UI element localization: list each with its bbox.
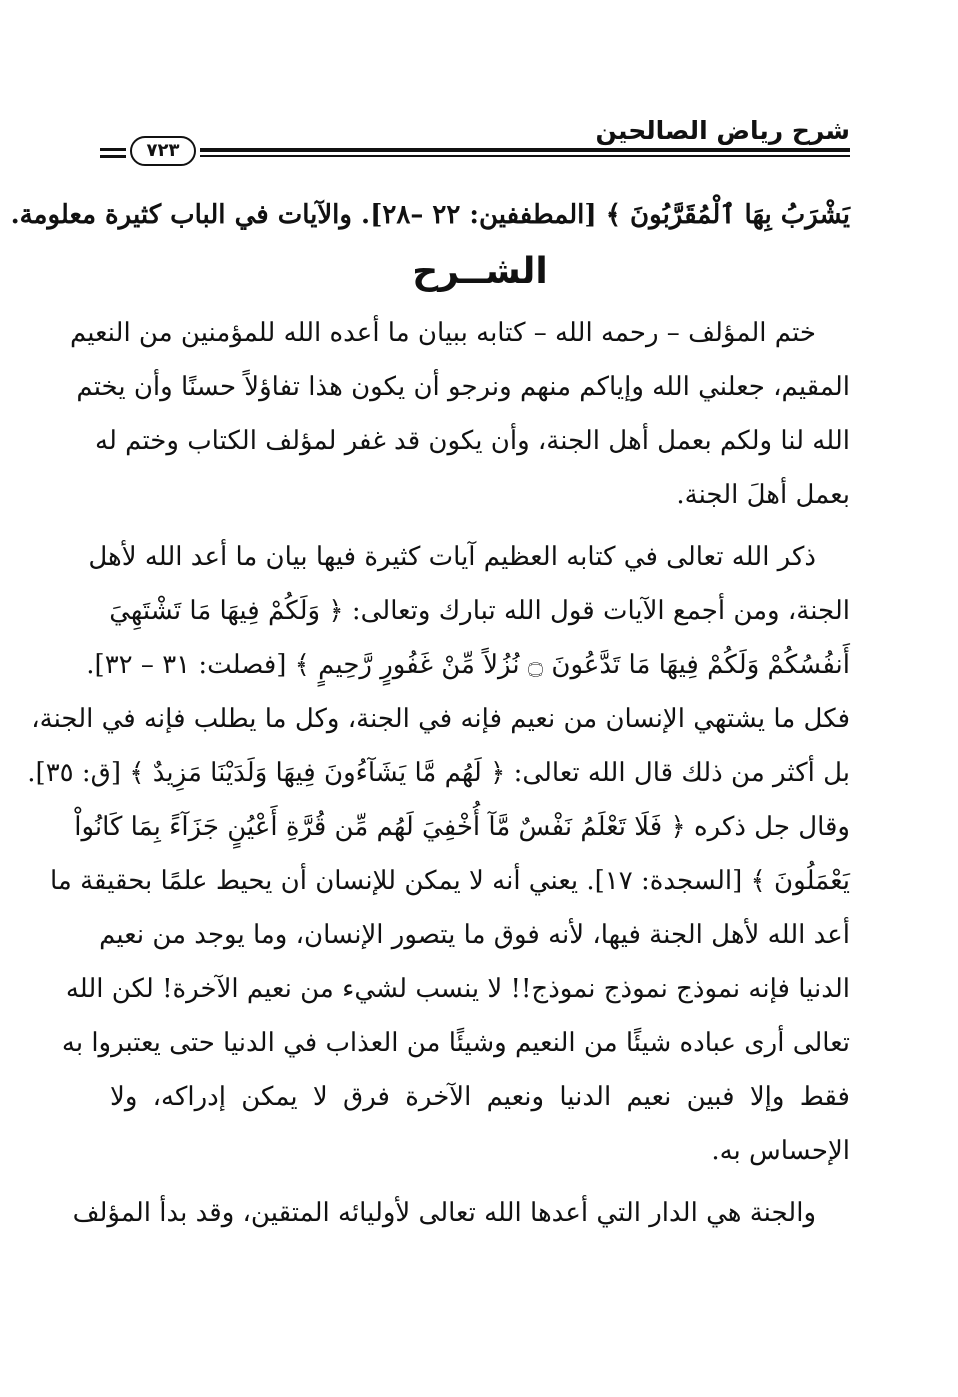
paragraph-gap xyxy=(110,1178,850,1186)
paragraph-1 xyxy=(69,306,850,522)
page-number: ٧٢٣ xyxy=(130,136,196,166)
paragraph-2 xyxy=(27,530,850,1178)
paragraph-line: أَنفُسُكُمْ وَلَكُمْ فِيهَا مَا تَدَّعُونَ ۝ نُزُلاً مِّنْ غَفُورٍ رَّحِيمٍ ﴾ [فصلت: ٣١ – ٣٢]. xyxy=(86,650,850,680)
paragraph-line: تعالى أرى عباده شيئًا من النعيم وشيئًا من العذاب في الدنيا حتى يعتبروا به xyxy=(61,1028,850,1058)
paragraph-line: ذكر الله تعالى في كتابه العظيم آيات كثيرة فيها بيان ما أعد الله لأهل xyxy=(88,542,816,572)
paragraph-line: فقط وإلا فبين نعيم الدنيا ونعيم الآخرة فرق لا يمكن إدراكه، ولا xyxy=(110,1082,850,1112)
paragraph-line: وقال جل ذكره ﴿ فَلَا تَعْلَمُ نَفْسٌ مَّآ أُخْفِيَ لَهُم مِّن قُرَّةِ أَعْيُنٍ جَزَآءً بِمَا كَانُواْ xyxy=(74,812,850,842)
paragraph-line: فكل ما يشتهي الإنسان من نعيم فإنه في الجنة، وكل ما يطلب فإنه في الجنة، xyxy=(31,704,850,734)
paragraph-gap xyxy=(110,522,850,530)
header-rule-thick xyxy=(200,148,850,152)
paragraph-line: الدنيا فإنه نموذج نموذج نموذج!! لا ينسب لشيء من نعيم الآخرة! لكن الله xyxy=(65,974,850,1004)
header-rule-thin xyxy=(200,155,850,157)
paragraph-line: أعد الله لأهل الجنة فيها، لأنه فوق ما يتصور الإنسان، وما يوجد من نعيم xyxy=(99,920,850,950)
page-body xyxy=(10,188,850,1240)
paragraph-line: الجنة، ومن أجمع الآيات قول الله تبارك وتعالى: ﴿ وَلَكُمْ فِيهَا مَا تَشْتَهِيَ xyxy=(109,596,850,626)
header-rule-left-bottom xyxy=(100,155,126,158)
paragraph-line: الإحساس به. xyxy=(711,1136,850,1166)
paragraph-line: بل أكثر من ذلك قال الله تعالى: ﴿ لَهُم مَّا يَشَآءُونَ فِيهَا وَلَدَيْنَا مَزِيدٌ ﴾ [ق: ٣٥]. xyxy=(27,758,850,788)
section-heading: الشــرح xyxy=(412,251,548,292)
verse-continuation-line: يَشْرَبُ بِهَا ٱلْمُقَرَّبُونَ ﴾ [المطففين: ٢٢ –٢٨]. والآيات في الباب كثيرة معلومة. xyxy=(10,200,850,230)
header-rule-left-top xyxy=(100,148,126,151)
paragraph-line: بعمل أهلَ الجنة. xyxy=(676,480,850,510)
paragraph-line: ختم المؤلف – رحمه الله – كتابه ببيان ما أعده الله للمؤمنين من النعيم xyxy=(69,318,816,348)
paragraph-line: والجنة هي الدار التي أعدها الله تعالى لأوليائه المتقين، وقد بدأ المؤلف xyxy=(72,1198,816,1228)
running-title: شرح رياض الصالحين xyxy=(595,116,850,145)
paragraph-line: المقيم، جعلني الله وإياكم منهم ونرجو أن يكون هذا تفاؤلاً حسنًا وأن يختم xyxy=(76,372,850,402)
paragraph-line: يَعْمَلُونَ ﴾ [السجدة: ١٧]. يعني أنه لا يمكن للإنسان أن يحيط علمًا بحقيقة ما xyxy=(50,866,850,896)
paragraph-3 xyxy=(72,1186,850,1240)
page-header xyxy=(100,108,850,170)
paragraph-line: الله لنا ولكم بعمل أهل الجنة، وأن يكون قد غفر لمؤلف الكتاب وختم له xyxy=(95,426,850,456)
